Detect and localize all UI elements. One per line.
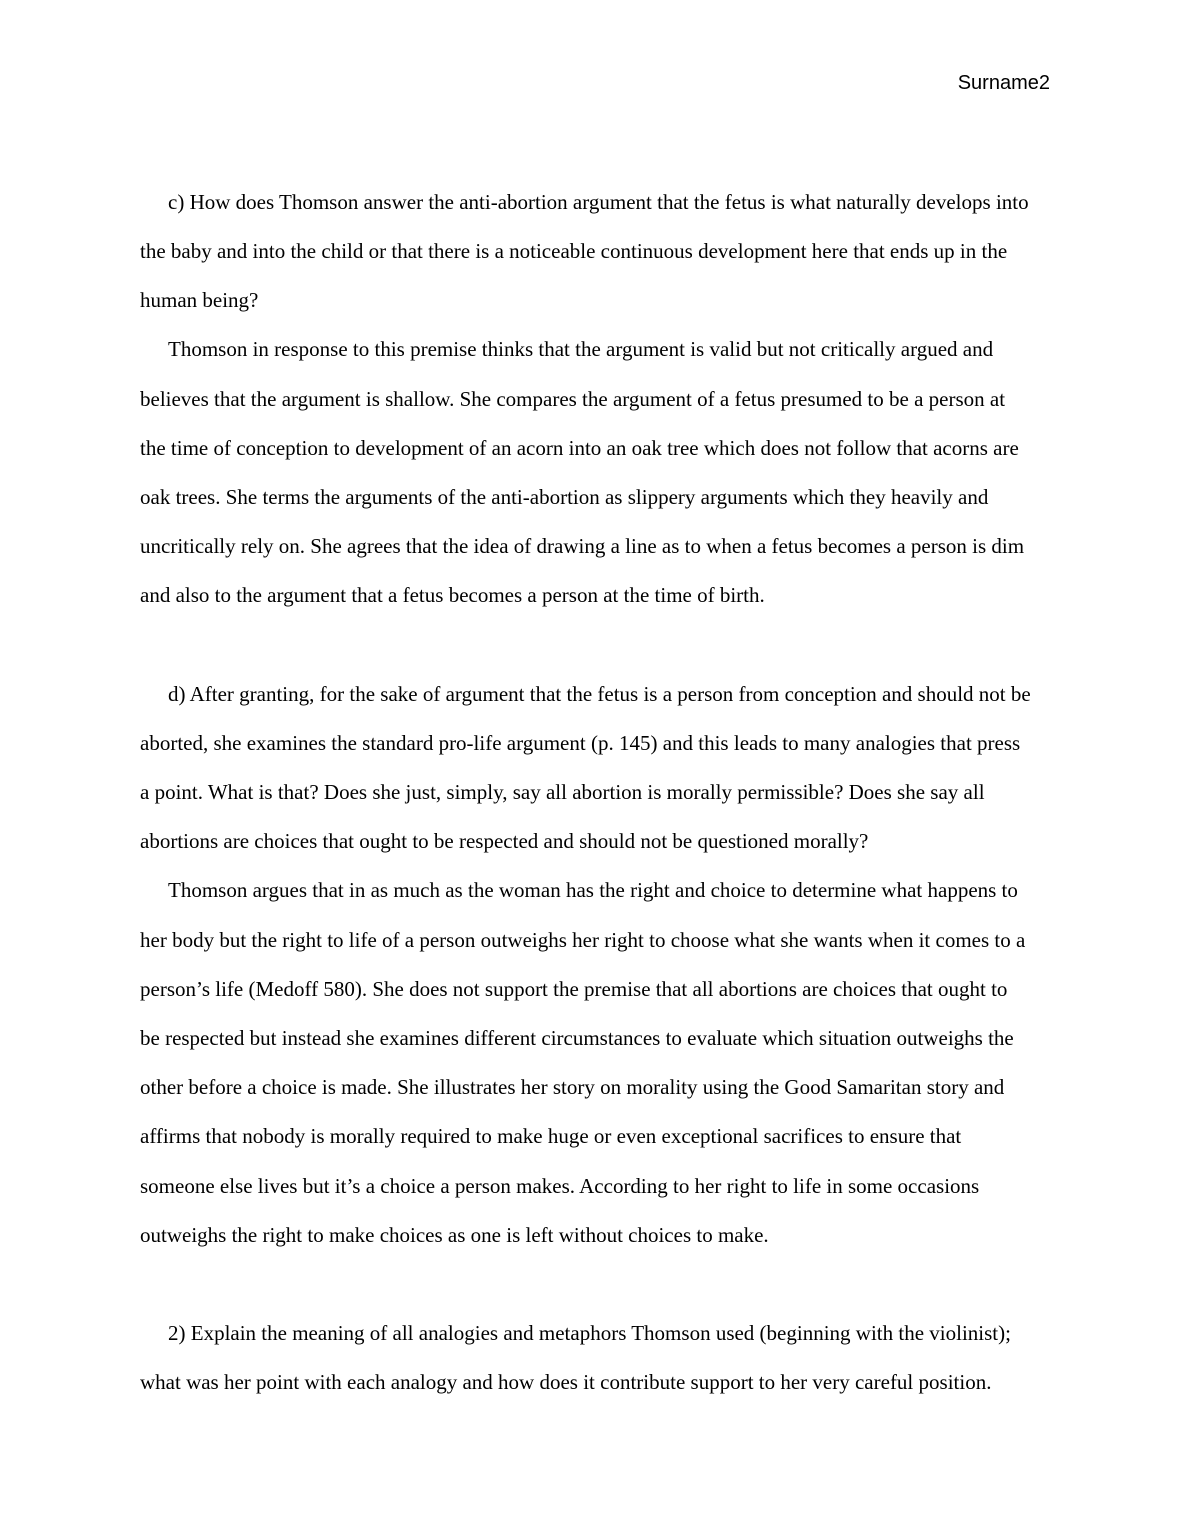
question-2-line-2: what was her point with each analogy and how does it contribute support to her very careful position. [140, 1370, 992, 1394]
answer-d-line-1: Thomson argues that in as much as the woman has the right and choice to determine what happens to [168, 878, 1018, 902]
answer-c-line-4: oak trees. She terms the arguments of the anti-abortion as slippery arguments which they heavily and [140, 485, 989, 509]
answer-d-line-8: outweighs the right to make choices as one is left without choices to make. [140, 1223, 769, 1247]
question-d-line-4: abortions are choices that ought to be respected and should not be questioned morally? [140, 829, 869, 853]
answer-c-line-6: and also to the argument that a fetus becomes a person at the time of birth. [140, 583, 765, 607]
answer-c-line-1: Thomson in response to this premise thinks that the argument is valid but not critically argued and [168, 337, 994, 361]
question-d-line-1: d) After granting, for the sake of argument that the fetus is a person from conception and should not be [168, 682, 1031, 706]
question-c-line-2: the baby and into the child or that there is a noticeable continuous development here that ends up in the [140, 239, 1008, 263]
answer-c-line-3: the time of conception to development of an acorn into an oak tree which does not follow that acorns are [140, 436, 1019, 460]
answer-d-line-6: affirms that nobody is morally required to make huge or even exceptional sacrifices to ensure that [140, 1124, 962, 1148]
running-head: Surname2 [957, 72, 1050, 94]
answer-c-line-5: uncritically rely on. She agrees that the idea of drawing a line as to when a fetus becomes a person is dim [140, 534, 1025, 558]
question-c-line-3: human being? [140, 288, 259, 312]
answer-c-line-2: believes that the argument is shallow. She compares the argument of a fetus presumed to be a person at [140, 387, 1006, 411]
answer-d-line-5: other before a choice is made. She illustrates her story on morality using the Good Samaritan story and [140, 1075, 1005, 1099]
question-c-line-1: c) How does Thomson answer the anti-abortion argument that the fetus is what naturally develops into [168, 190, 1029, 214]
question-d-line-2: aborted, she examines the standard pro-life argument (p. 145) and this leads to many analogies that press [140, 731, 1021, 755]
answer-d-line-3: person’s life (Medoff 580). She does not support the premise that all abortions are choices that ought to [140, 977, 1008, 1001]
answer-d-line-7: someone else lives but it’s a choice a person makes. According to her right to life in some occasions [140, 1174, 980, 1198]
answer-d-line-2: her body but the right to life of a person outweighs her right to choose what she wants when it comes to a [140, 928, 1026, 952]
answer-d-line-4: be respected but instead she examines different circumstances to evaluate which situation outweighs the [140, 1026, 1014, 1050]
question-2-line-1: 2) Explain the meaning of all analogies and metaphors Thomson used (beginning with the violinist); [168, 1321, 1011, 1345]
question-d-line-3: a point. What is that? Does she just, simply, say all abortion is morally permissible? Does she say all [140, 780, 985, 804]
